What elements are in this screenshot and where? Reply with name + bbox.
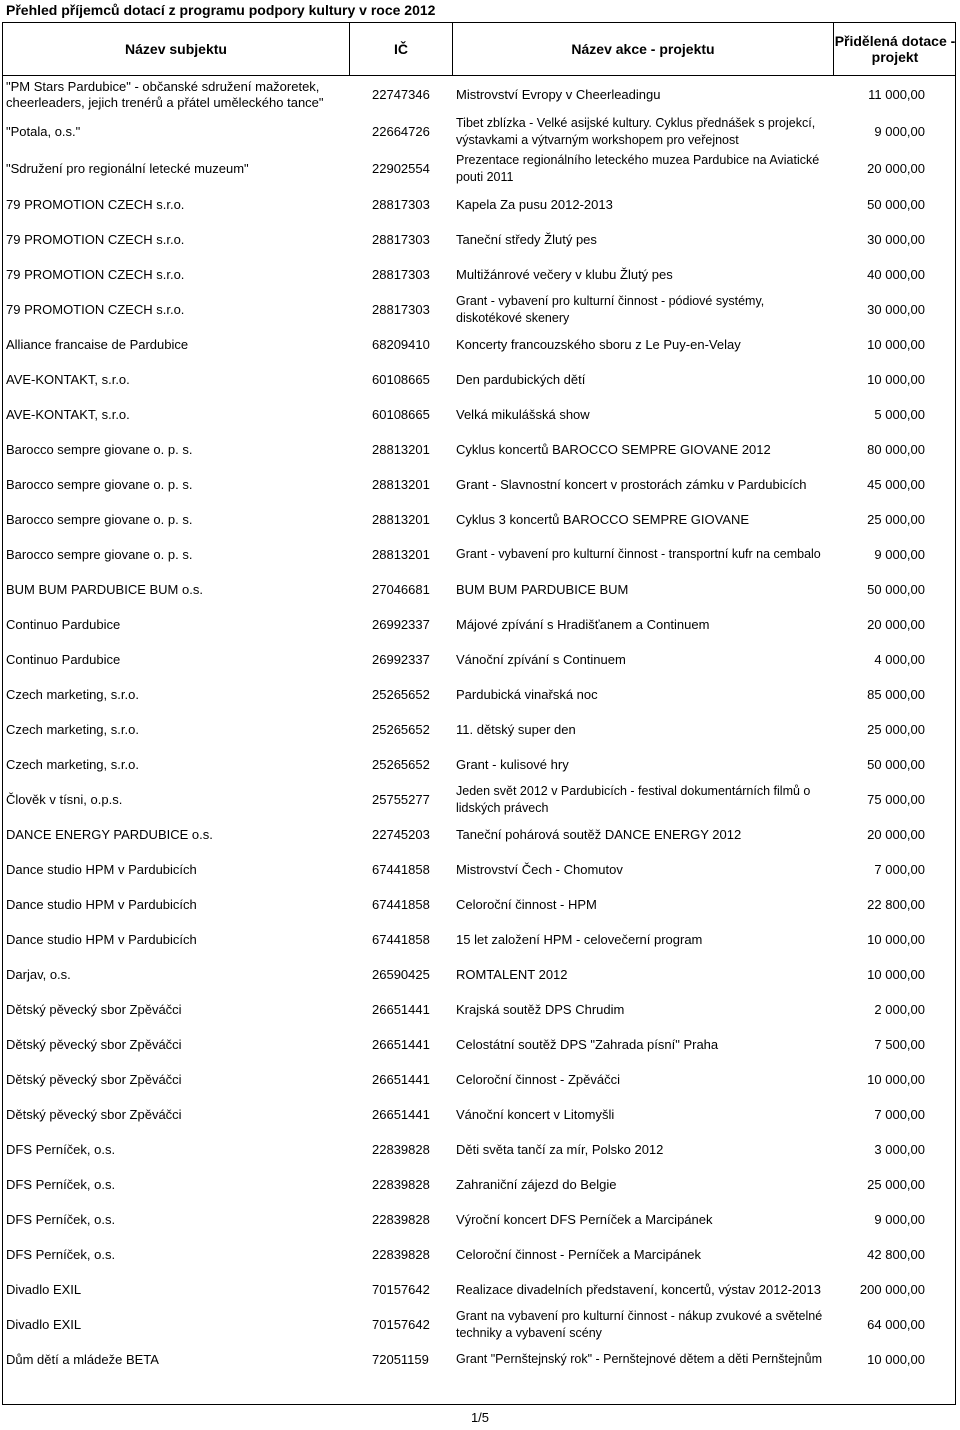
cell-ic: 67441858 — [372, 931, 430, 947]
table-row — [3, 677, 955, 712]
cell-ic: 67441858 — [372, 896, 430, 912]
cell-ic: 72051159 — [372, 1351, 429, 1367]
cell-name: 79 PROMOTION CZECH s.r.o. — [6, 231, 185, 247]
cell-event: Jeden svět 2012 v Pardubicích - festival dokumentárních filmů o lidských právech — [456, 783, 811, 815]
cell-name: AVE-KONTAKT, s.r.o. — [6, 406, 130, 422]
cell-ic: 22902554 — [372, 160, 430, 176]
cell-name: DFS Perníček, o.s. — [6, 1141, 116, 1157]
table-row — [3, 327, 955, 362]
cell-event: Celoroční činnost - Perníček a Marcipánek — [456, 1246, 701, 1262]
cell-ic: 28813201 — [372, 441, 430, 457]
cell-ic: 28817303 — [372, 266, 430, 282]
cell-event: Mistrovství Čech - Chomutov — [456, 861, 623, 877]
cell-amount: 50 000,00 — [867, 196, 925, 212]
cell-amount: 45 000,00 — [867, 476, 925, 492]
cell-event: Kapela Za pusu 2012-2013 — [456, 196, 613, 212]
cell-ic: 22839828 — [372, 1176, 430, 1192]
table-row — [3, 922, 955, 957]
cell-event: Celoroční činnost - HPM — [456, 896, 597, 912]
cell-amount: 11 000,00 — [868, 86, 925, 102]
cell-ic: 25755277 — [372, 791, 430, 807]
cell-amount: 42 800,00 — [867, 1246, 925, 1262]
table-row — [3, 572, 955, 607]
cell-name: 79 PROMOTION CZECH s.r.o. — [6, 196, 185, 212]
cell-ic: 28813201 — [372, 546, 430, 562]
page-number: 1/5 — [470, 1410, 490, 1425]
cell-amount: 2 000,00 — [874, 1001, 925, 1017]
table-row — [3, 1167, 955, 1202]
cell-ic: 60108665 — [372, 406, 430, 422]
table-row — [3, 1342, 955, 1377]
table-row — [3, 292, 955, 327]
cell-event: 11. dětský super den — [456, 721, 576, 737]
cell-amount: 7 000,00 — [874, 861, 925, 877]
table-row — [3, 782, 955, 817]
cell-name: Divadlo EXIL — [6, 1316, 82, 1332]
table-row — [3, 1272, 955, 1307]
cell-ic: 68209410 — [372, 336, 430, 352]
cell-amount: 50 000,00 — [867, 756, 925, 772]
cell-amount: 3 000,00 — [874, 1141, 925, 1157]
cell-event: Cyklus 3 koncertů BAROCCO SEMPRE GIOVANE — [456, 511, 750, 527]
cell-name: Dětský pěvecký sbor Zpěváčci — [6, 1106, 182, 1122]
cell-event: Vánoční zpívání s Continuem — [456, 651, 626, 667]
cell-amount: 10 000,00 — [867, 336, 925, 352]
cell-name: Alliance francaise de Pardubice — [6, 336, 189, 352]
cell-name: Barocco sempre giovane o. p. s. — [6, 511, 193, 527]
cell-name: Barocco sempre giovane o. p. s. — [6, 476, 193, 492]
table-row — [3, 992, 955, 1027]
cell-amount: 20 000,00 — [867, 160, 925, 176]
cell-event: Výroční koncert DFS Perníček a Marcipánek — [456, 1211, 713, 1227]
cell-name: Dance studio HPM v Pardubicích — [6, 896, 197, 912]
table-row — [3, 1062, 955, 1097]
page-title: Přehled příjemců dotací z programu podpory kultury v roce 2012 — [6, 2, 436, 18]
cell-amount: 9 000,00 — [874, 546, 925, 562]
table-row — [3, 747, 955, 782]
cell-ic: 26651441 — [372, 1001, 430, 1017]
cell-event: Velká mikulášská show — [456, 406, 590, 422]
cell-ic: 26651441 — [372, 1071, 430, 1087]
header-name: Název subjektu — [125, 41, 227, 57]
cell-ic: 26590425 — [372, 966, 430, 982]
cell-name: Continuo Pardubice — [6, 616, 121, 632]
cell-event: Multižánrové večery v klubu Žlutý pes — [456, 266, 673, 282]
table-row — [3, 537, 955, 572]
header-ic: IČ — [394, 41, 408, 57]
cell-event: Grant na vybavení pro kulturní činnost - nákup zvukové a světelné techniky a vybavení scény — [456, 1308, 823, 1340]
table-row — [3, 1237, 955, 1272]
cell-ic: 26651441 — [372, 1036, 430, 1052]
cell-amount: 20 000,00 — [867, 826, 925, 842]
table-row — [3, 502, 955, 537]
cell-name: Dům dětí a mládeže BETA — [6, 1351, 159, 1367]
cell-ic: 22664726 — [372, 123, 430, 139]
table-row — [3, 222, 955, 257]
cell-event: Krajská soutěž DPS Chrudim — [456, 1001, 625, 1017]
cell-event: Celostátní soutěž DPS "Zahrada písní" Praha — [456, 1036, 719, 1052]
cell-amount: 25 000,00 — [867, 1176, 925, 1192]
table-row — [3, 887, 955, 922]
cell-amount: 64 000,00 — [867, 1316, 925, 1332]
cell-event: Taneční středy Žlutý pes — [456, 231, 597, 247]
table-row — [3, 362, 955, 397]
table-row — [3, 432, 955, 467]
cell-name: BUM BUM PARDUBICE BUM o.s. — [6, 581, 203, 597]
cell-event: Grant - vybavení pro kulturní činnost - pódiové systémy, diskotékové skenery — [456, 293, 765, 325]
cell-event: Grant - Slavnostní koncert v prostorách zámku v Pardubicích — [456, 476, 807, 492]
cell-event: Koncerty francouzského sboru z Le Puy-en-Velay — [456, 336, 741, 352]
cell-amount: 10 000,00 — [867, 371, 925, 387]
cell-name: "PM Stars Pardubice" - občanské sdružení mažoretek, cheerleaders, jejich trenérů a přátel uměleckého tance" — [6, 78, 324, 110]
table-row — [3, 397, 955, 432]
table-row — [3, 1132, 955, 1167]
cell-amount: 85 000,00 — [867, 686, 925, 702]
table-row — [3, 150, 955, 187]
cell-ic: 28813201 — [372, 511, 430, 527]
cell-amount: 75 000,00 — [867, 791, 925, 807]
cell-event: Taneční pohárová soutěž DANCE ENERGY 2012 — [456, 826, 742, 842]
cell-event: Grant - vybavení pro kulturní činnost - transportní kufr na cembalo — [456, 547, 821, 561]
cell-name: Dětský pěvecký sbor Zpěváčci — [6, 1071, 182, 1087]
cell-ic: 28817303 — [372, 301, 430, 317]
table-row — [3, 467, 955, 502]
cell-ic: 25265652 — [372, 756, 430, 772]
cell-event: Vánoční koncert v Litomyšli — [456, 1106, 615, 1122]
cell-amount: 25 000,00 — [867, 511, 925, 527]
cell-event: ROMTALENT 2012 — [456, 966, 568, 982]
cell-event: Pardubická vinařská noc — [456, 686, 598, 702]
cell-event: Den pardubických dětí — [456, 371, 586, 387]
cell-ic: 22839828 — [372, 1211, 430, 1227]
cell-name: Darjav, o.s. — [6, 966, 71, 982]
cell-ic: 27046681 — [372, 581, 430, 597]
cell-name: Divadlo EXIL — [6, 1281, 82, 1297]
cell-name: AVE-KONTAKT, s.r.o. — [6, 371, 130, 387]
cell-event: Tibet zblízka - Velké asijské kultury. Cyklus přednášek s projekcí, výstavkami a výtvarným workshopem pro veřejnost — [456, 115, 816, 147]
cell-ic: 70157642 — [372, 1281, 430, 1297]
cell-ic: 26992337 — [372, 651, 430, 667]
cell-event: Děti světa tančí za mír, Polsko 2012 — [456, 1141, 664, 1157]
cell-name: Czech marketing, s.r.o. — [6, 756, 139, 772]
cell-amount: 5 000,00 — [874, 406, 925, 422]
cell-name: 79 PROMOTION CZECH s.r.o. — [6, 266, 185, 282]
cell-event: Grant "Pernštejnský rok" - Pernštejnové dětem a děti Pernštejnům — [456, 1352, 822, 1366]
cell-ic: 22839828 — [372, 1141, 430, 1157]
cell-event: Zahraniční zájezd do Belgie — [456, 1176, 617, 1192]
cell-ic: 22839828 — [372, 1246, 430, 1262]
cell-name: Barocco sempre giovane o. p. s. — [6, 546, 193, 562]
table-row — [3, 187, 955, 222]
cell-ic: 28817303 — [372, 196, 430, 212]
grant-table — [2, 22, 956, 1405]
cell-name: Barocco sempre giovane o. p. s. — [6, 441, 193, 457]
cell-ic: 25265652 — [372, 686, 430, 702]
cell-name: Czech marketing, s.r.o. — [6, 721, 139, 737]
cell-amount: 20 000,00 — [867, 616, 925, 632]
table-row — [3, 1027, 955, 1062]
cell-amount: 4 000,00 — [874, 651, 925, 667]
cell-amount: 9 000,00 — [874, 1211, 925, 1227]
cell-name: Dětský pěvecký sbor Zpěváčci — [6, 1001, 182, 1017]
header-event: Název akce - projektu — [571, 41, 715, 57]
table-row — [3, 1097, 955, 1132]
cell-name: "Sdružení pro regionální letecké muzeum" — [6, 160, 249, 176]
cell-name: Continuo Pardubice — [6, 651, 121, 667]
cell-event: Mistrovství Evropy v Cheerleadingu — [456, 86, 661, 102]
cell-amount: 40 000,00 — [867, 266, 925, 282]
cell-amount: 10 000,00 — [867, 1351, 925, 1367]
cell-amount: 30 000,00 — [867, 231, 925, 247]
cell-name: DANCE ENERGY PARDUBICE o.s. — [6, 826, 213, 842]
table-row — [3, 607, 955, 642]
cell-name: Dance studio HPM v Pardubicích — [6, 861, 197, 877]
cell-amount: 80 000,00 — [867, 441, 925, 457]
cell-name: 79 PROMOTION CZECH s.r.o. — [6, 301, 185, 317]
cell-ic: 60108665 — [372, 371, 430, 387]
table-row — [3, 113, 955, 150]
cell-ic: 70157642 — [372, 1316, 430, 1332]
cell-ic: 22745203 — [372, 826, 430, 842]
cell-amount: 25 000,00 — [867, 721, 925, 737]
table-row — [3, 1307, 955, 1342]
table-row — [3, 1202, 955, 1237]
cell-event: Cyklus koncertů BAROCCO SEMPRE GIOVANE 2012 — [456, 441, 771, 457]
cell-amount: 7 000,00 — [874, 1106, 925, 1122]
cell-ic: 28813201 — [372, 476, 430, 492]
cell-amount: 50 000,00 — [867, 581, 925, 597]
cell-event: Celoroční činnost - Zpěváčci — [456, 1071, 621, 1087]
cell-ic: 26992337 — [372, 616, 430, 632]
header-amount: Přidělená dotace - projekt — [834, 33, 956, 65]
table-row — [3, 852, 955, 887]
cell-event: Májové zpívání s Hradišťanem a Continuem — [456, 616, 710, 632]
cell-amount: 200 000,00 — [859, 1281, 925, 1297]
cell-event: 15 let založení HPM - celovečerní program — [456, 931, 703, 947]
cell-event: Prezentace regionálního leteckého muzea Pardubice na Aviatické pouti 2011 — [456, 152, 820, 184]
cell-ic: 25265652 — [372, 721, 430, 737]
cell-name: DFS Perníček, o.s. — [6, 1176, 116, 1192]
cell-amount: 10 000,00 — [867, 1071, 925, 1087]
cell-ic: 22747346 — [372, 86, 430, 102]
cell-amount: 9 000,00 — [874, 123, 925, 139]
table-row — [3, 957, 955, 992]
cell-event: BUM BUM PARDUBICE BUM — [456, 581, 629, 597]
table-row — [3, 642, 955, 677]
table-row — [3, 257, 955, 292]
cell-ic: 26651441 — [372, 1106, 430, 1122]
cell-ic: 67441858 — [372, 861, 430, 877]
cell-amount: 30 000,00 — [867, 301, 925, 317]
cell-name: "Potala, o.s." — [6, 123, 81, 139]
cell-name: Czech marketing, s.r.o. — [6, 686, 139, 702]
cell-name: DFS Perníček, o.s. — [6, 1211, 116, 1227]
cell-name: Dětský pěvecký sbor Zpěváčci — [6, 1036, 182, 1052]
cell-name: DFS Perníček, o.s. — [6, 1246, 116, 1262]
table-body — [3, 76, 955, 1377]
cell-ic: 28817303 — [372, 231, 430, 247]
cell-event: Realizace divadelních představení, koncertů, výstav 2012-2013 — [456, 1281, 821, 1297]
cell-amount: 22 800,00 — [867, 896, 925, 912]
cell-amount: 10 000,00 — [867, 931, 925, 947]
table-row — [3, 817, 955, 852]
cell-amount: 10 000,00 — [867, 966, 925, 982]
table-row — [3, 76, 955, 113]
cell-name: Člověk v tísni, o.p.s. — [6, 791, 123, 807]
cell-name: Dance studio HPM v Pardubicích — [6, 931, 197, 947]
cell-amount: 7 500,00 — [874, 1036, 925, 1052]
table-row — [3, 712, 955, 747]
cell-event: Grant - kulisové hry — [456, 756, 569, 772]
